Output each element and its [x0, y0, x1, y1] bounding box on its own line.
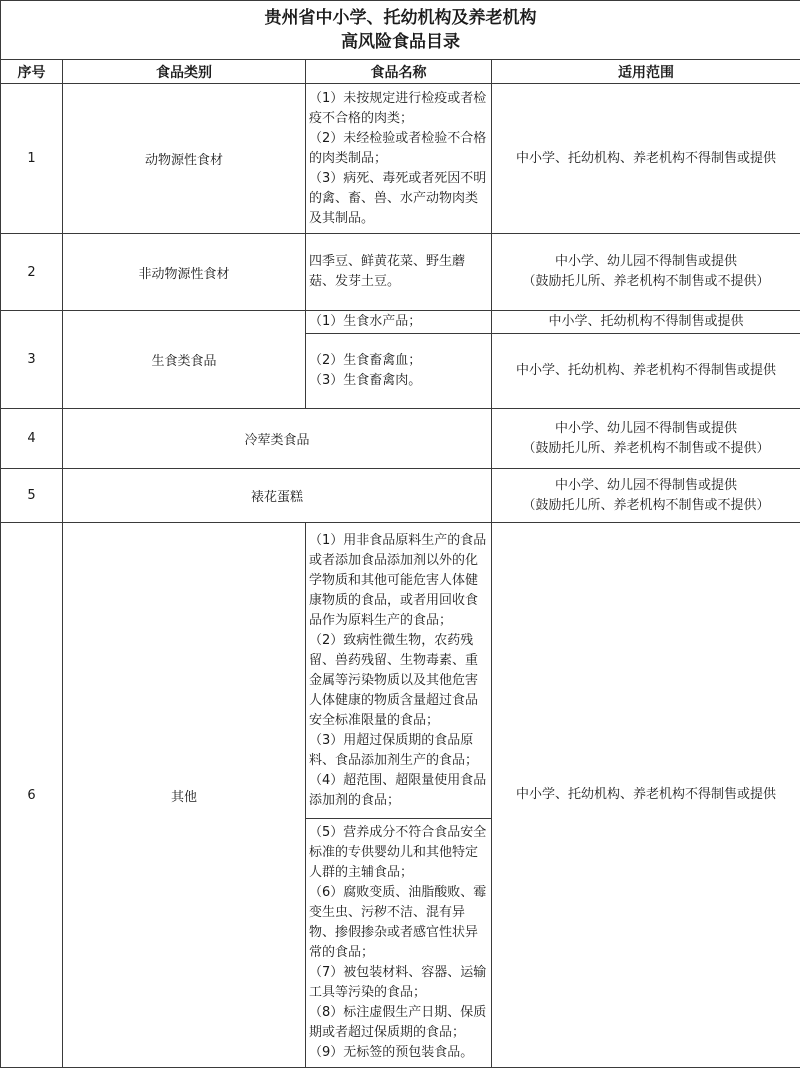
- category-cell: 动物源性食材: [63, 84, 306, 234]
- food-name-item: （2）生食畜禽血；: [309, 351, 489, 371]
- scope-cell: [492, 334, 800, 409]
- header-seq: 序号: [1, 60, 63, 84]
- food-name-item: 四季豆、鲜黄花菜、野生蘑菇、发芽土豆。: [309, 252, 489, 292]
- food-name-item: （9）无标签的预包装食品。: [309, 1043, 489, 1063]
- category-cell: 其他: [63, 523, 306, 1068]
- seq-cell: 1: [1, 84, 63, 234]
- table-row: [1, 311, 800, 334]
- header-category: 食品类别: [63, 60, 306, 84]
- food-name-cell: [306, 311, 492, 334]
- table-row: [1, 84, 800, 234]
- food-name-cell: [306, 819, 492, 1068]
- food-name-cell: [306, 523, 492, 819]
- scope-cell: [492, 234, 800, 311]
- scope-cell: [492, 409, 800, 469]
- scope-line: 中小学、幼儿园不得制售或提供: [492, 252, 800, 272]
- food-name-item: （6）腐败变质、油脂酸败、霉变生虫、污秽不洁、混有异物、掺假掺杂或者感官性状异常的食品；: [309, 883, 489, 963]
- scope-cell: [492, 469, 800, 523]
- table-row: [1, 234, 800, 311]
- table-row: [1, 469, 800, 523]
- food-name-item: （3）生食畜禽肉。: [309, 371, 489, 391]
- header-food-name: 食品名称: [306, 60, 492, 84]
- food-name-item: （7）被包装材料、容器、运输工具等污染的食品；: [309, 963, 489, 1003]
- category-cell: 裱花蛋糕: [63, 469, 492, 523]
- scope-line: 中小学、幼儿园不得制售或提供: [492, 419, 800, 439]
- scope-cell: [492, 311, 800, 334]
- scope-line: 中小学、托幼机构、养老机构不得制售或提供: [492, 149, 800, 169]
- scope-line: 中小学、幼儿园不得制售或提供: [492, 476, 800, 496]
- scope-line: 中小学、托幼机构、养老机构不得制售或提供: [492, 785, 800, 805]
- table-title-line2: 高风险食品目录: [1, 30, 800, 54]
- scope-cell: [492, 523, 800, 1068]
- category-cell: 冷荤类食品: [63, 409, 492, 469]
- seq-cell: 5: [1, 469, 63, 523]
- scope-line: （鼓励托儿所、养老机构不制售或不提供）: [492, 496, 800, 516]
- food-name-item: （1）用非食品原料生产的食品或者添加食品添加剂以外的化学物质和其他可能危害人体健康物质的食品，或者用回收食品作为原料生产的食品；: [309, 531, 489, 631]
- header-scope: 适用范围: [492, 60, 800, 84]
- scope-line: （鼓励托儿所、养老机构不制售或不提供）: [492, 272, 800, 292]
- seq-cell: 4: [1, 409, 63, 469]
- food-name-cell: [306, 234, 492, 311]
- food-name-cell: [306, 84, 492, 234]
- scope-line: （鼓励托儿所、养老机构不制售或不提供）: [492, 439, 800, 459]
- food-name-item: （4）超范围、超限量使用食品添加剂的食品；: [309, 771, 489, 811]
- food-name-item: （2）未经检验或者检验不合格的肉类制品；: [309, 129, 489, 169]
- table-row: [1, 523, 800, 819]
- food-name-item: （3）病死、毒死或者死因不明的禽、畜、兽、水产动物肉类及其制品。: [309, 169, 489, 229]
- category-cell: 生食类食品: [63, 311, 306, 409]
- scope-line: 中小学、托幼机构不得制售或提供: [492, 312, 800, 332]
- food-name-item: （5）营养成分不符合食品安全标准的专供婴幼儿和其他特定人群的主辅食品；: [309, 823, 489, 883]
- scope-cell: [492, 84, 800, 234]
- table-row: [1, 409, 800, 469]
- table-title: [1, 1, 800, 60]
- food-name-item: （1）未按规定进行检疫或者检疫不合格的肉类；: [309, 89, 489, 129]
- food-name-cell: [306, 334, 492, 409]
- scope-line: 中小学、托幼机构、养老机构不得制售或提供: [492, 361, 800, 381]
- food-name-item: （1）生食水产品；: [309, 312, 489, 332]
- food-name-item: （2）致病性微生物，农药残留、兽药残留、生物毒素、重金属等污染物质以及其他危害人体健康的物质含量超过食品安全标准限量的食品；: [309, 631, 489, 731]
- table-title-line1: 贵州省中小学、托幼机构及养老机构: [1, 6, 800, 30]
- seq-cell: 3: [1, 311, 63, 409]
- seq-cell: 2: [1, 234, 63, 311]
- food-name-item: （3）用超过保质期的食品原料、食品添加剂生产的食品；: [309, 731, 489, 771]
- header-row: [1, 60, 800, 84]
- seq-cell: 6: [1, 523, 63, 1068]
- food-name-item: （8）标注虚假生产日期、保质期或者超过保质期的食品；: [309, 1003, 489, 1043]
- category-cell: 非动物源性食材: [63, 234, 306, 311]
